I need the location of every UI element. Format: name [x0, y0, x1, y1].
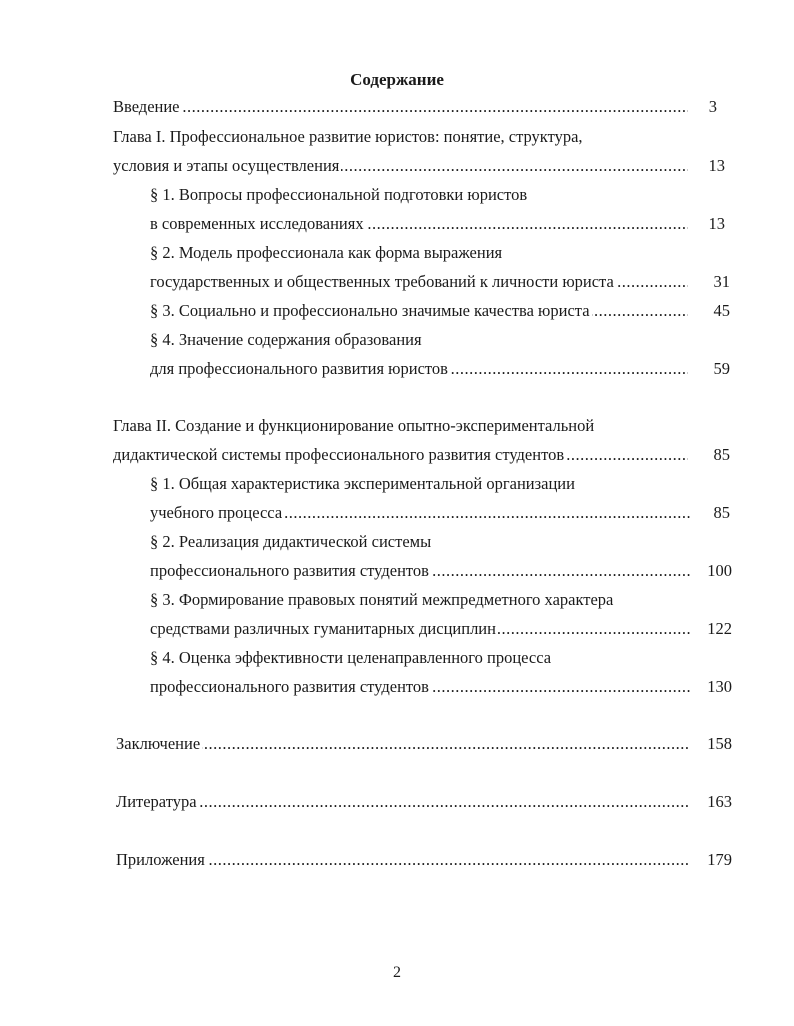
toc-page-number: 100	[707, 561, 732, 580]
toc-entry-text: Литература	[116, 792, 197, 811]
toc-entry-text: Заключение	[116, 734, 201, 753]
toc-page-number: 122	[707, 619, 732, 638]
toc-page-number: 13	[708, 156, 725, 175]
toc-page-number: 85	[713, 503, 730, 522]
toc-section-2-1-line-1: § 1. Общая характеристика экспериментальной организации	[150, 474, 575, 493]
toc-entry-section-1-4	[150, 357, 688, 381]
toc-section-1-1-line-1: § 1. Вопросы профессиональной подготовки юристов	[150, 185, 528, 204]
toc-entry-text: средствами различных гуманитарных дисциплин	[150, 619, 496, 638]
toc-section-2-2-line-1: § 2. Реализация дидактической системы	[150, 532, 432, 551]
toc-entry-literature	[116, 790, 690, 814]
toc-entry-text: Приложения	[116, 850, 205, 869]
toc-entry-chapter-2	[113, 443, 688, 467]
toc-page-number: 59	[713, 359, 730, 378]
toc-entry-chapter-1	[113, 154, 688, 178]
toc-page-number: 3	[708, 97, 717, 116]
toc-entry-appendices	[116, 848, 690, 872]
toc-entry-text: учебного процесса	[150, 503, 283, 522]
toc-entry-section-1-1	[150, 212, 688, 236]
toc-section-2-3-line-1: § 3. Формирование правовых понятий межпредметного характера	[150, 590, 614, 609]
toc-entry-text: для профессионального развития юристов	[150, 359, 448, 378]
toc-entry-text: государственных и общественных требований к личности юриста	[150, 272, 614, 291]
toc-entry-text: дидактической системы профессионального развития студентов	[113, 445, 565, 464]
toc-page-number: 158	[707, 734, 732, 753]
toc-page-number: 130	[707, 677, 732, 696]
toc-entry-section-2-2	[150, 559, 690, 583]
toc-page-number: 85	[713, 445, 730, 464]
toc-page-number: 45	[713, 301, 730, 320]
toc-entry-section-1-3	[150, 299, 688, 323]
toc-section-1-4-line-1: § 4. Значение содержания образования	[150, 330, 422, 349]
toc-chapter-2-line-1: Глава II. Создание и функционирование опытно-экспериментальной	[113, 416, 595, 435]
toc-chapter-1-line-1: Глава I. Профессиональное развитие юристов: понятие, структура,	[113, 127, 583, 146]
toc-section-2-4-line-1: § 4. Оценка эффективности целенаправленного процесса	[150, 648, 552, 667]
toc-entry-text: Введение	[113, 97, 180, 116]
toc-page-number: 179	[707, 850, 732, 869]
toc-section-1-2-line-1: § 2. Модель профессионала как форма выражения	[150, 243, 503, 262]
toc-page-number: 31	[713, 272, 730, 291]
toc-entry-section-2-4	[150, 675, 690, 699]
toc-entry-text: в современных исследованиях	[150, 214, 364, 233]
toc-entry-section-1-2	[150, 270, 688, 294]
toc-entry-text: профессионального развития студентов	[150, 677, 429, 696]
toc-entry-section-2-3	[150, 617, 690, 641]
toc-entry-conclusion	[116, 732, 690, 756]
toc-entry-text: § 3. Социально и профессионально значимые качества юриста	[150, 301, 590, 320]
toc-entry-introduction	[113, 95, 688, 119]
toc-title: Содержание	[350, 70, 444, 89]
toc-entry-text: профессионального развития студентов	[150, 561, 429, 580]
toc-page-number: 13	[708, 214, 725, 233]
toc-entry-text: условия и этапы осуществления	[113, 156, 340, 175]
page-number: 2	[393, 964, 401, 981]
toc-entry-section-2-1	[150, 501, 690, 525]
toc-page-number: 163	[707, 792, 732, 811]
